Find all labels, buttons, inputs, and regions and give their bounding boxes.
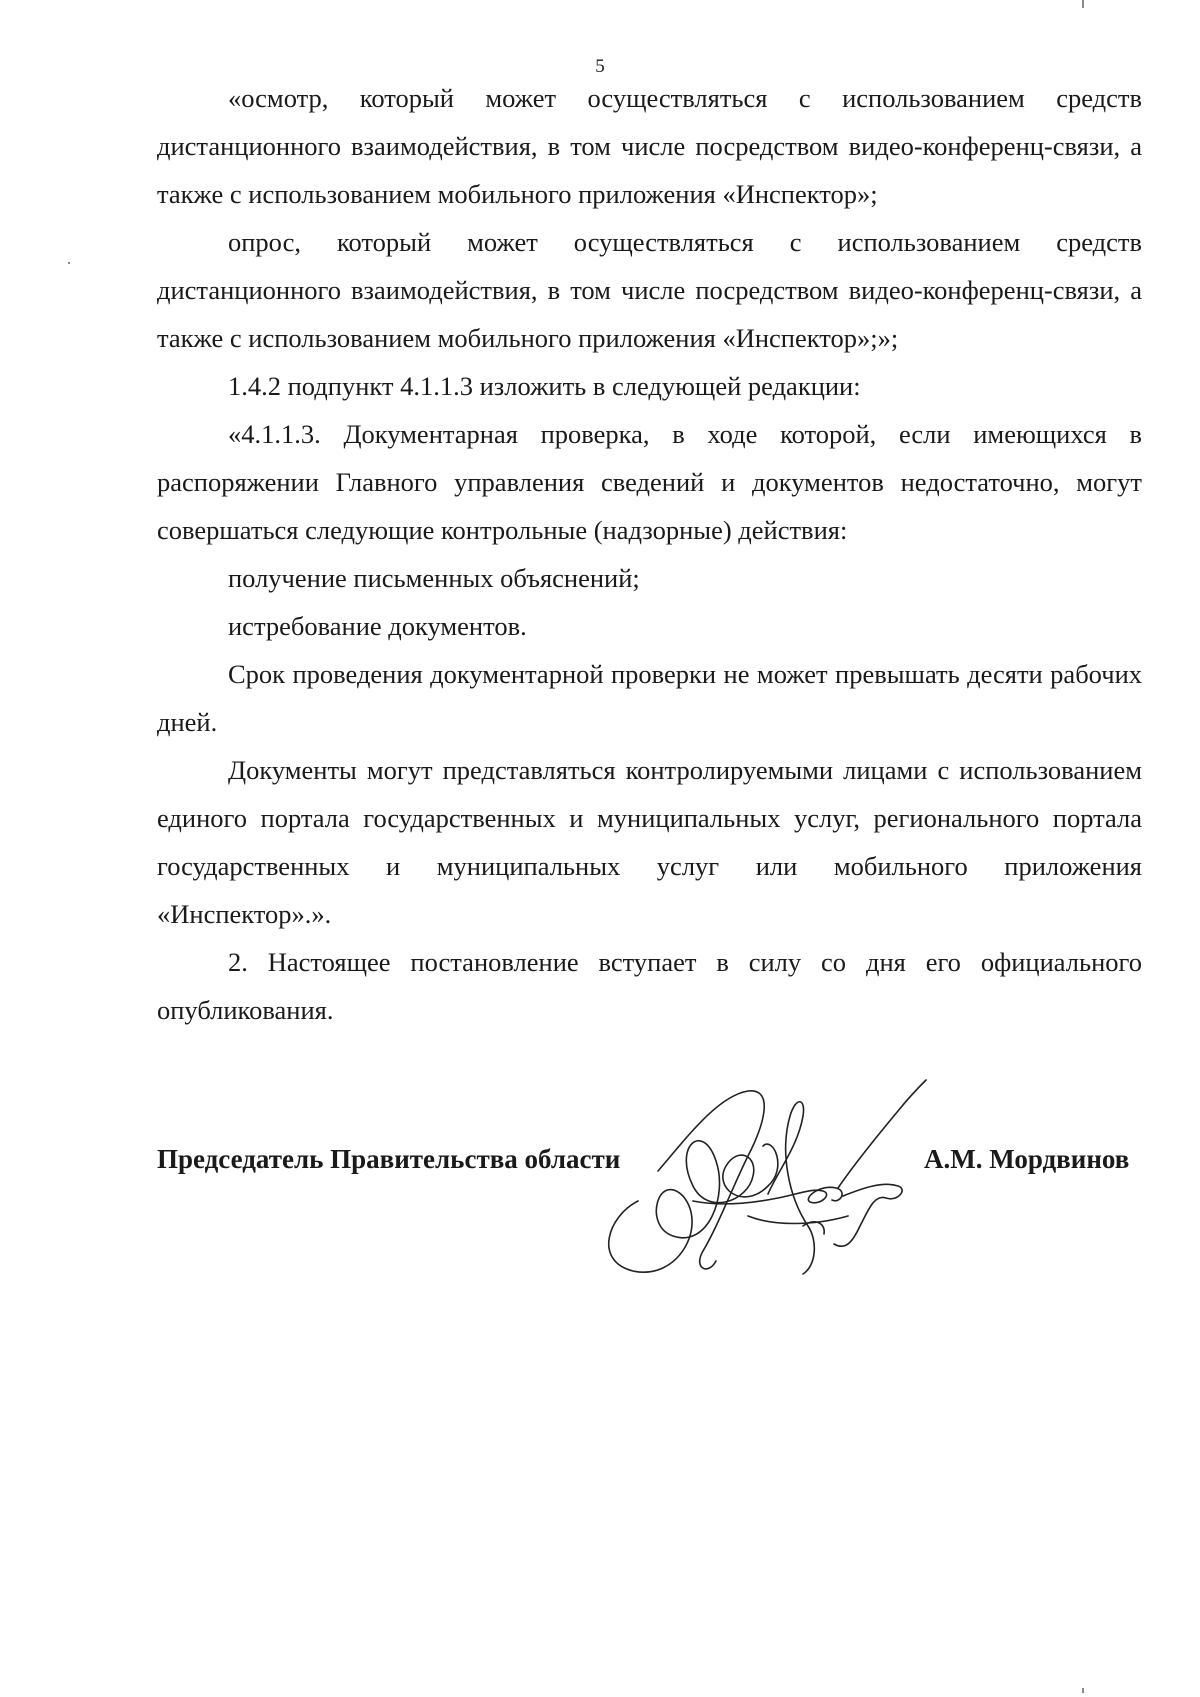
paragraph-survey: опрос, который может осуществляться с использованием средств дистанционного взаимодействия, в том числе посредством видео-конференц-связи, а также с использованием мобильного приложения «Инспектор»;»; (157, 227, 1142, 353)
signatory-name: А.М. Мордвинов (924, 1144, 1130, 1174)
document-body (157, 74, 1142, 1034)
paragraph-effective-date: 2. Настоящее постановление вступает в силу со дня его официального опубликования. (157, 947, 1142, 1025)
paragraph-subclause-amendment: 1.4.2 подпункт 4.1.1.3 изложить в следующей редакции: (228, 371, 861, 401)
scan-artifact-top-right (1082, 0, 1084, 8)
signatory-title: Председатель Правительства области (157, 1144, 621, 1174)
paragraph-inspection: «осмотр, который может осуществляться с использованием средств дистанционного взаимодействия, в том числе посредством видео-конференц-связи, а также с использованием мобильного приложения «Инспектор»; (157, 83, 1142, 209)
scan-artifact-left (68, 262, 70, 264)
scan-artifact-bottom-right (1082, 1688, 1084, 1693)
paragraph-document-submission: Документы могут представляться контролируемыми лицами с использованием единого портала государственных и муниципальных услуг, регионального портала государственных и муниципальных услуг или мобильного приложения «Инспектор».». (157, 755, 1142, 929)
paragraph-document-request: истребование документов. (228, 611, 527, 641)
paragraph-written-explanations: получение письменных объяснений; (228, 563, 640, 593)
paragraph-check-duration: Срок проведения документарной проверки не может превышать десяти рабочих дней. (157, 659, 1142, 737)
handwritten-signature (598, 1076, 928, 1286)
page-number: 5 (595, 56, 605, 77)
paragraph-documentary-check: «4.1.1.3. Документарная проверка, в ходе которой, если имеющихся в распоряжении Главного управления сведений и документов недостаточно, могут совершаться следующие контрольные (надзорные) действия: (157, 419, 1142, 545)
